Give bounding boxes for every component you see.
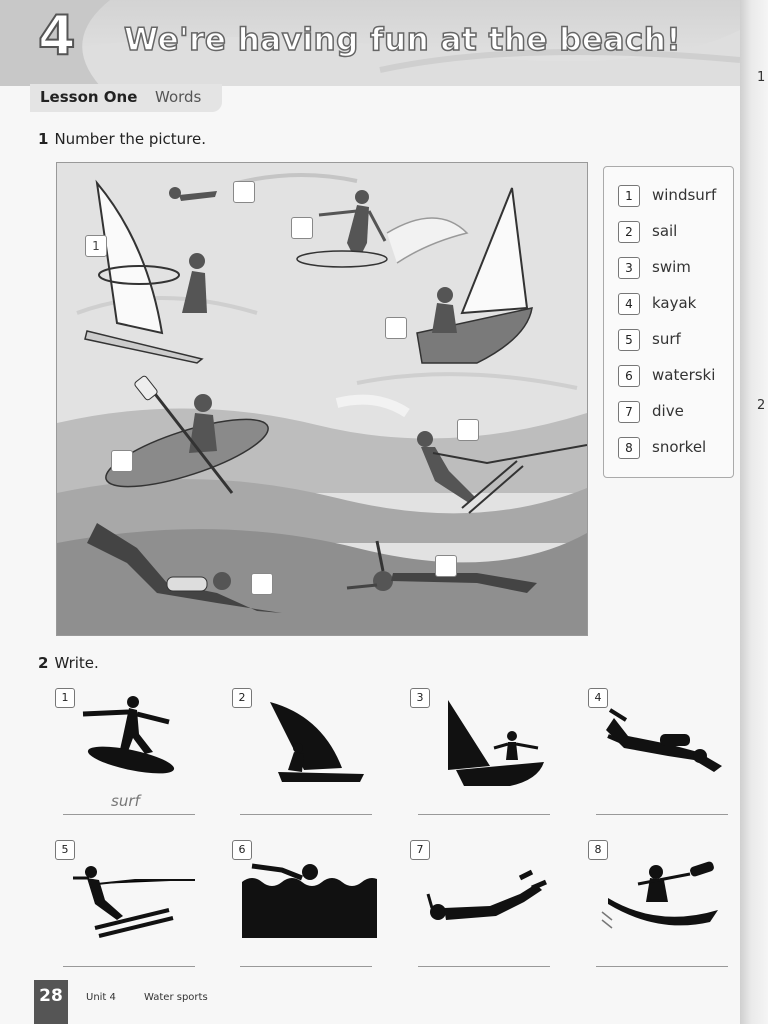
write-line[interactable]: [63, 966, 195, 967]
task-2-number: 2: [38, 654, 49, 672]
answer-box-sailor[interactable]: [385, 317, 407, 339]
word-number: 8: [618, 437, 640, 459]
answer-box-windsurfer[interactable]: 1: [85, 235, 107, 257]
write-item-number: 1: [55, 688, 75, 708]
kayaker-silhouette-icon: [598, 848, 723, 943]
answer-box-surfer[interactable]: [291, 217, 313, 239]
word-number: 7: [618, 401, 640, 423]
write-line[interactable]: [596, 966, 728, 967]
write-line[interactable]: [240, 814, 372, 815]
task-2-heading: [38, 654, 99, 672]
lesson-tab: [30, 84, 222, 112]
windsurfer-silhouette-icon: [242, 696, 367, 791]
word-number: 5: [618, 329, 640, 351]
write-item-6: [232, 840, 372, 970]
write-line[interactable]: [418, 814, 550, 815]
footer-topic: Water sports: [144, 992, 208, 1003]
swimmer-silhouette-icon: [242, 848, 377, 943]
spine-mark-1: 1: [757, 70, 766, 85]
write-item-1: [55, 688, 195, 818]
beach-scene-illustration: [57, 163, 587, 635]
task-1-number: 1: [38, 130, 49, 148]
word-label: kayak: [652, 294, 697, 312]
answer-box-kayaker[interactable]: [111, 450, 133, 472]
waterskier-silhouette-icon: [65, 848, 200, 943]
spine-mark-2: 2: [757, 398, 766, 413]
word-label: swim: [652, 258, 691, 276]
write-item-number: 4: [588, 688, 608, 708]
word-number: 4: [618, 293, 640, 315]
write-item-number: 7: [410, 840, 430, 860]
write-item-7: [410, 840, 550, 970]
write-item-number: 6: [232, 840, 252, 860]
beach-scene-picture: [56, 162, 588, 636]
unit-header: [0, 0, 740, 86]
word-label: dive: [652, 402, 684, 420]
lesson-sub: Words: [155, 88, 202, 106]
unit-number: 4: [38, 4, 76, 67]
task-1-heading: [38, 130, 206, 148]
word-number: 3: [618, 257, 640, 279]
answer-box-diver[interactable]: [251, 573, 273, 595]
footer-unit: Unit 4: [86, 992, 116, 1003]
write-item-3: [410, 688, 550, 818]
book-spine: [740, 0, 768, 1024]
page-number: 28: [34, 980, 68, 1024]
word-list-box: [603, 166, 734, 478]
sailboat-silhouette-icon: [420, 696, 545, 791]
snorkeler-silhouette-icon: [420, 848, 555, 943]
task-2-instruction: Write.: [54, 654, 99, 672]
write-item-answer: surf: [111, 792, 140, 810]
write-line[interactable]: [418, 966, 550, 967]
write-line[interactable]: [240, 966, 372, 967]
surfer-silhouette-icon: [65, 696, 190, 791]
word-label: waterski: [652, 366, 716, 384]
word-number: 2: [618, 221, 640, 243]
word-label: windsurf: [652, 186, 717, 204]
diver-silhouette-icon: [598, 696, 723, 791]
page-title: We're having fun at the beach!: [124, 22, 681, 58]
write-item-5: [55, 840, 195, 970]
word-number: 6: [618, 365, 640, 387]
word-label: surf: [652, 330, 681, 348]
task-1-instruction: Number the picture.: [54, 130, 207, 148]
answer-box-snorkeler[interactable]: [435, 555, 457, 577]
write-line[interactable]: [63, 814, 195, 815]
word-label: snorkel: [652, 438, 707, 456]
write-line[interactable]: [596, 814, 728, 815]
write-item-number: 3: [410, 688, 430, 708]
write-item-number: 5: [55, 840, 75, 860]
word-label: sail: [652, 222, 678, 240]
lesson-label: Lesson One: [40, 88, 138, 106]
write-item-4: [588, 688, 728, 818]
write-item-2: [232, 688, 372, 818]
word-number: 1: [618, 185, 640, 207]
answer-box-swimmer[interactable]: [233, 181, 255, 203]
write-item-number: 8: [588, 840, 608, 860]
answer-box-waterskier[interactable]: [457, 419, 479, 441]
write-item-number: 2: [232, 688, 252, 708]
write-item-8: [588, 840, 728, 970]
